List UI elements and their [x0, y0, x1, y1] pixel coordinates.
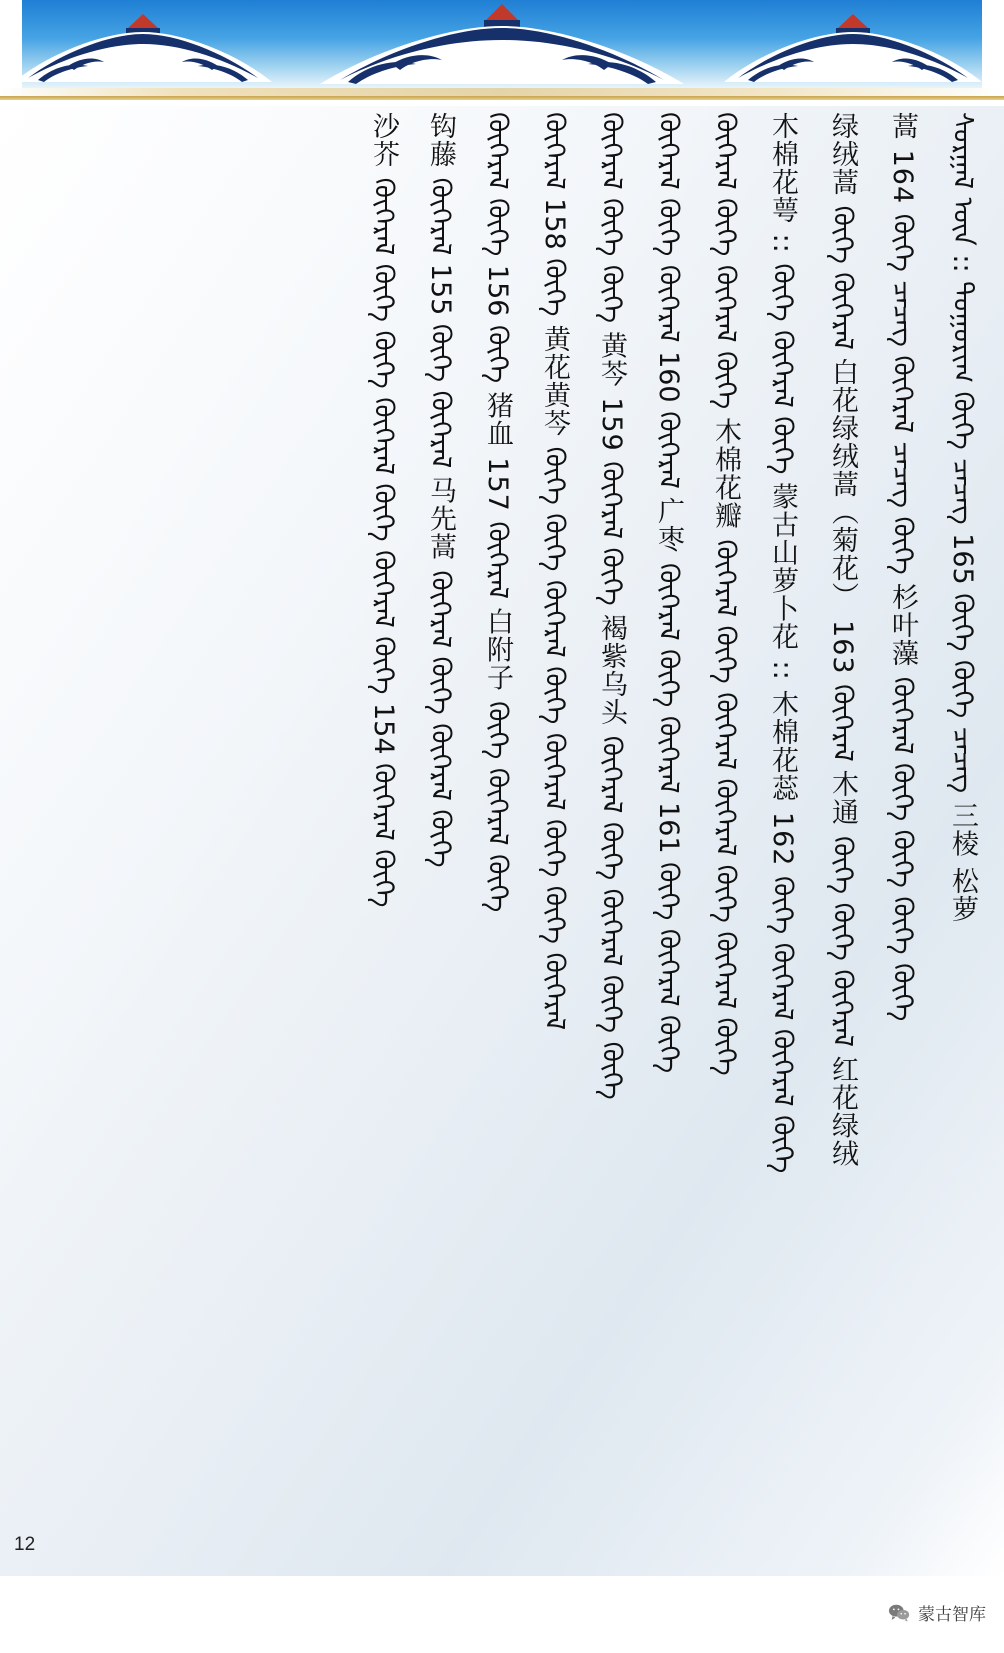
text-column: 蒿 164 ᠬᠥᠬᠡ ᠴᠡᠴᠡᠭ ᠬᠥᠬᠡᠷᠡᠯ ᠴᠡᠴᠡᠭ ᠬᠥᠬᠡ 杉叶藻 ᠬᠥᠬᠡᠷᠡᠯ ᠬᠥᠬᠡ ᠬᠥᠬᠡ ᠬᠥᠬᠡ ᠬᠥᠬᠡ — [887, 112, 918, 1022]
text-column: 沙芥 ᠬᠥᠬᠡᠷᠡᠯ ᠬᠥᠬᠡ ᠬᠥᠬᠡ ᠬᠥᠬᠡᠷᠡᠯ ᠬᠥᠬᠡ ᠬᠥᠬᠡᠷᠡᠯ ᠬᠥᠬᠡ 154 ᠬᠥᠬᠡᠷᠡᠯ ᠬᠥᠬᠡ — [368, 112, 399, 908]
yurt-icon — [8, 10, 278, 92]
text-column: ᠰᠣᠷᠭᠠᠯ ᠦᠨ :: ᠲᠣᠭᠣᠷᠢᠭ ᠬᠥᠬᠡ ᠴᠡᠴᠡᠭ 165 ᠬᠥᠬᠡ ᠬᠥᠬᠡ ᠴᠡᠴᠡᠭ 三棱 松萝 — [947, 112, 978, 924]
yurt-icon — [718, 10, 988, 92]
text-column: ᠬᠥᠬᠡᠷᠡᠯ ᠬᠥᠬᠡ ᠬᠥᠬᠡ 黄芩 159 ᠬᠥᠬᠡᠷᠡᠯ ᠬᠥᠬᠡ 褐紫乌头 ᠬᠥᠬᠡᠷᠡᠯ ᠬᠥᠬᠡ ᠬᠥᠬᠡᠷᠡᠯ ᠬᠥᠬᠡ ᠬᠥᠬᠡ — [596, 112, 627, 1100]
text-column: 绿绒蒿 ᠬᠥᠬᠡ ᠬᠥᠬᠡᠷᠡᠯ 白花绿绒蒿（菊花） 163 ᠬᠥᠬᠡᠷᠡᠯ 木通 ᠬᠥᠬᠡ ᠬᠥᠬᠡ ᠬᠥᠬᠡᠷᠡᠯ 红花绿绒 — [827, 112, 858, 1168]
text-column: ᠬᠥᠬᠡᠷᠡᠯ ᠬᠥᠬᠡ 156 ᠬᠥᠬᠡ 猪血 157 ᠬᠥᠬᠡᠷᠡᠯ 白附子 ᠬᠥᠬᠡ ᠬᠥᠬᠡᠷᠡᠯ ᠬᠥᠬᠡ — [482, 112, 513, 913]
header-banner — [0, 0, 1004, 100]
banner-gold-rule — [0, 96, 1004, 100]
text-column: ᠬᠥᠬᠡᠷᠡᠯ ᠬᠥᠬᠡ ᠬᠥᠬᠡᠷᠡᠯ 160 ᠬᠥᠬᠡᠷᠡᠯ 广枣 ᠬᠥᠬᠡᠷᠡᠯ ᠬᠥᠬᠡ ᠬᠥᠬᠡᠷᠡᠯ 161 ᠬᠥᠬᠡ ᠬᠥᠬᠡᠷᠡᠯ ᠬᠥᠬᠡ — [653, 112, 684, 1074]
text-column: 木棉花萼 :: ᠬᠥᠬᠡ ᠬᠥᠬᠡᠷᠡᠯ ᠬᠥᠬᠡ 蒙古山萝卜花 :: 木棉花蕊 162 ᠬᠥᠬᠡ ᠬᠥᠬᠡᠷᠡᠯ ᠬᠥᠬᠡᠷᠡᠯ ᠬᠥᠬᠡ — [767, 112, 798, 1174]
page-footer — [0, 1576, 1004, 1653]
text-column: 钩藤 ᠬᠥᠬᠡᠷᠡᠯ 155 ᠬᠥᠬᠡ ᠬᠥᠬᠡᠷᠡᠯ 马先蒿 ᠬᠥᠬᠡᠷᠡᠯ ᠬᠥᠬᠡ ᠬᠥᠬᠡᠷᠡᠯ ᠬᠥᠬᠡ — [425, 112, 456, 868]
wechat-icon — [888, 1603, 910, 1622]
text-column: ᠬᠥᠬᠡᠷᠡᠯ ᠬᠥᠬᠡ ᠬᠥᠬᠡᠷᠡᠯ ᠬᠥᠬᠡ 木棉花瓣 ᠬᠥᠬᠡᠷᠡᠯ ᠬᠥᠬᠡ ᠬᠥᠬᠡᠷᠡᠯ ᠬᠥᠬᠡᠷᠡᠯ ᠬᠥᠬᠡ ᠬᠥᠬᠡᠷᠡᠯ ᠬᠥᠬᠡ — [710, 112, 741, 1076]
text-column: ᠬᠥᠬᠡᠷᠡᠯ 158 ᠬᠥᠬᠡ 黄花黄芩 ᠬᠥᠬᠡ ᠬᠥᠬᠡ ᠬᠥᠬᠡᠷᠡᠯ ᠬᠥᠬᠡ ᠬᠥᠬᠡᠷᠡᠯ ᠬᠥᠬᠡ ᠬᠥᠬᠡ ᠬᠥᠬᠡᠷᠡᠯ — [539, 112, 570, 1031]
vertical-text-columns — [10, 106, 994, 1536]
page-content — [0, 106, 1004, 1576]
brand-credit — [888, 1600, 986, 1625]
brand-label: 蒙古智库 — [918, 1605, 986, 1624]
yurt-icon — [312, 2, 692, 94]
page-number: 12 — [14, 1534, 36, 1555]
